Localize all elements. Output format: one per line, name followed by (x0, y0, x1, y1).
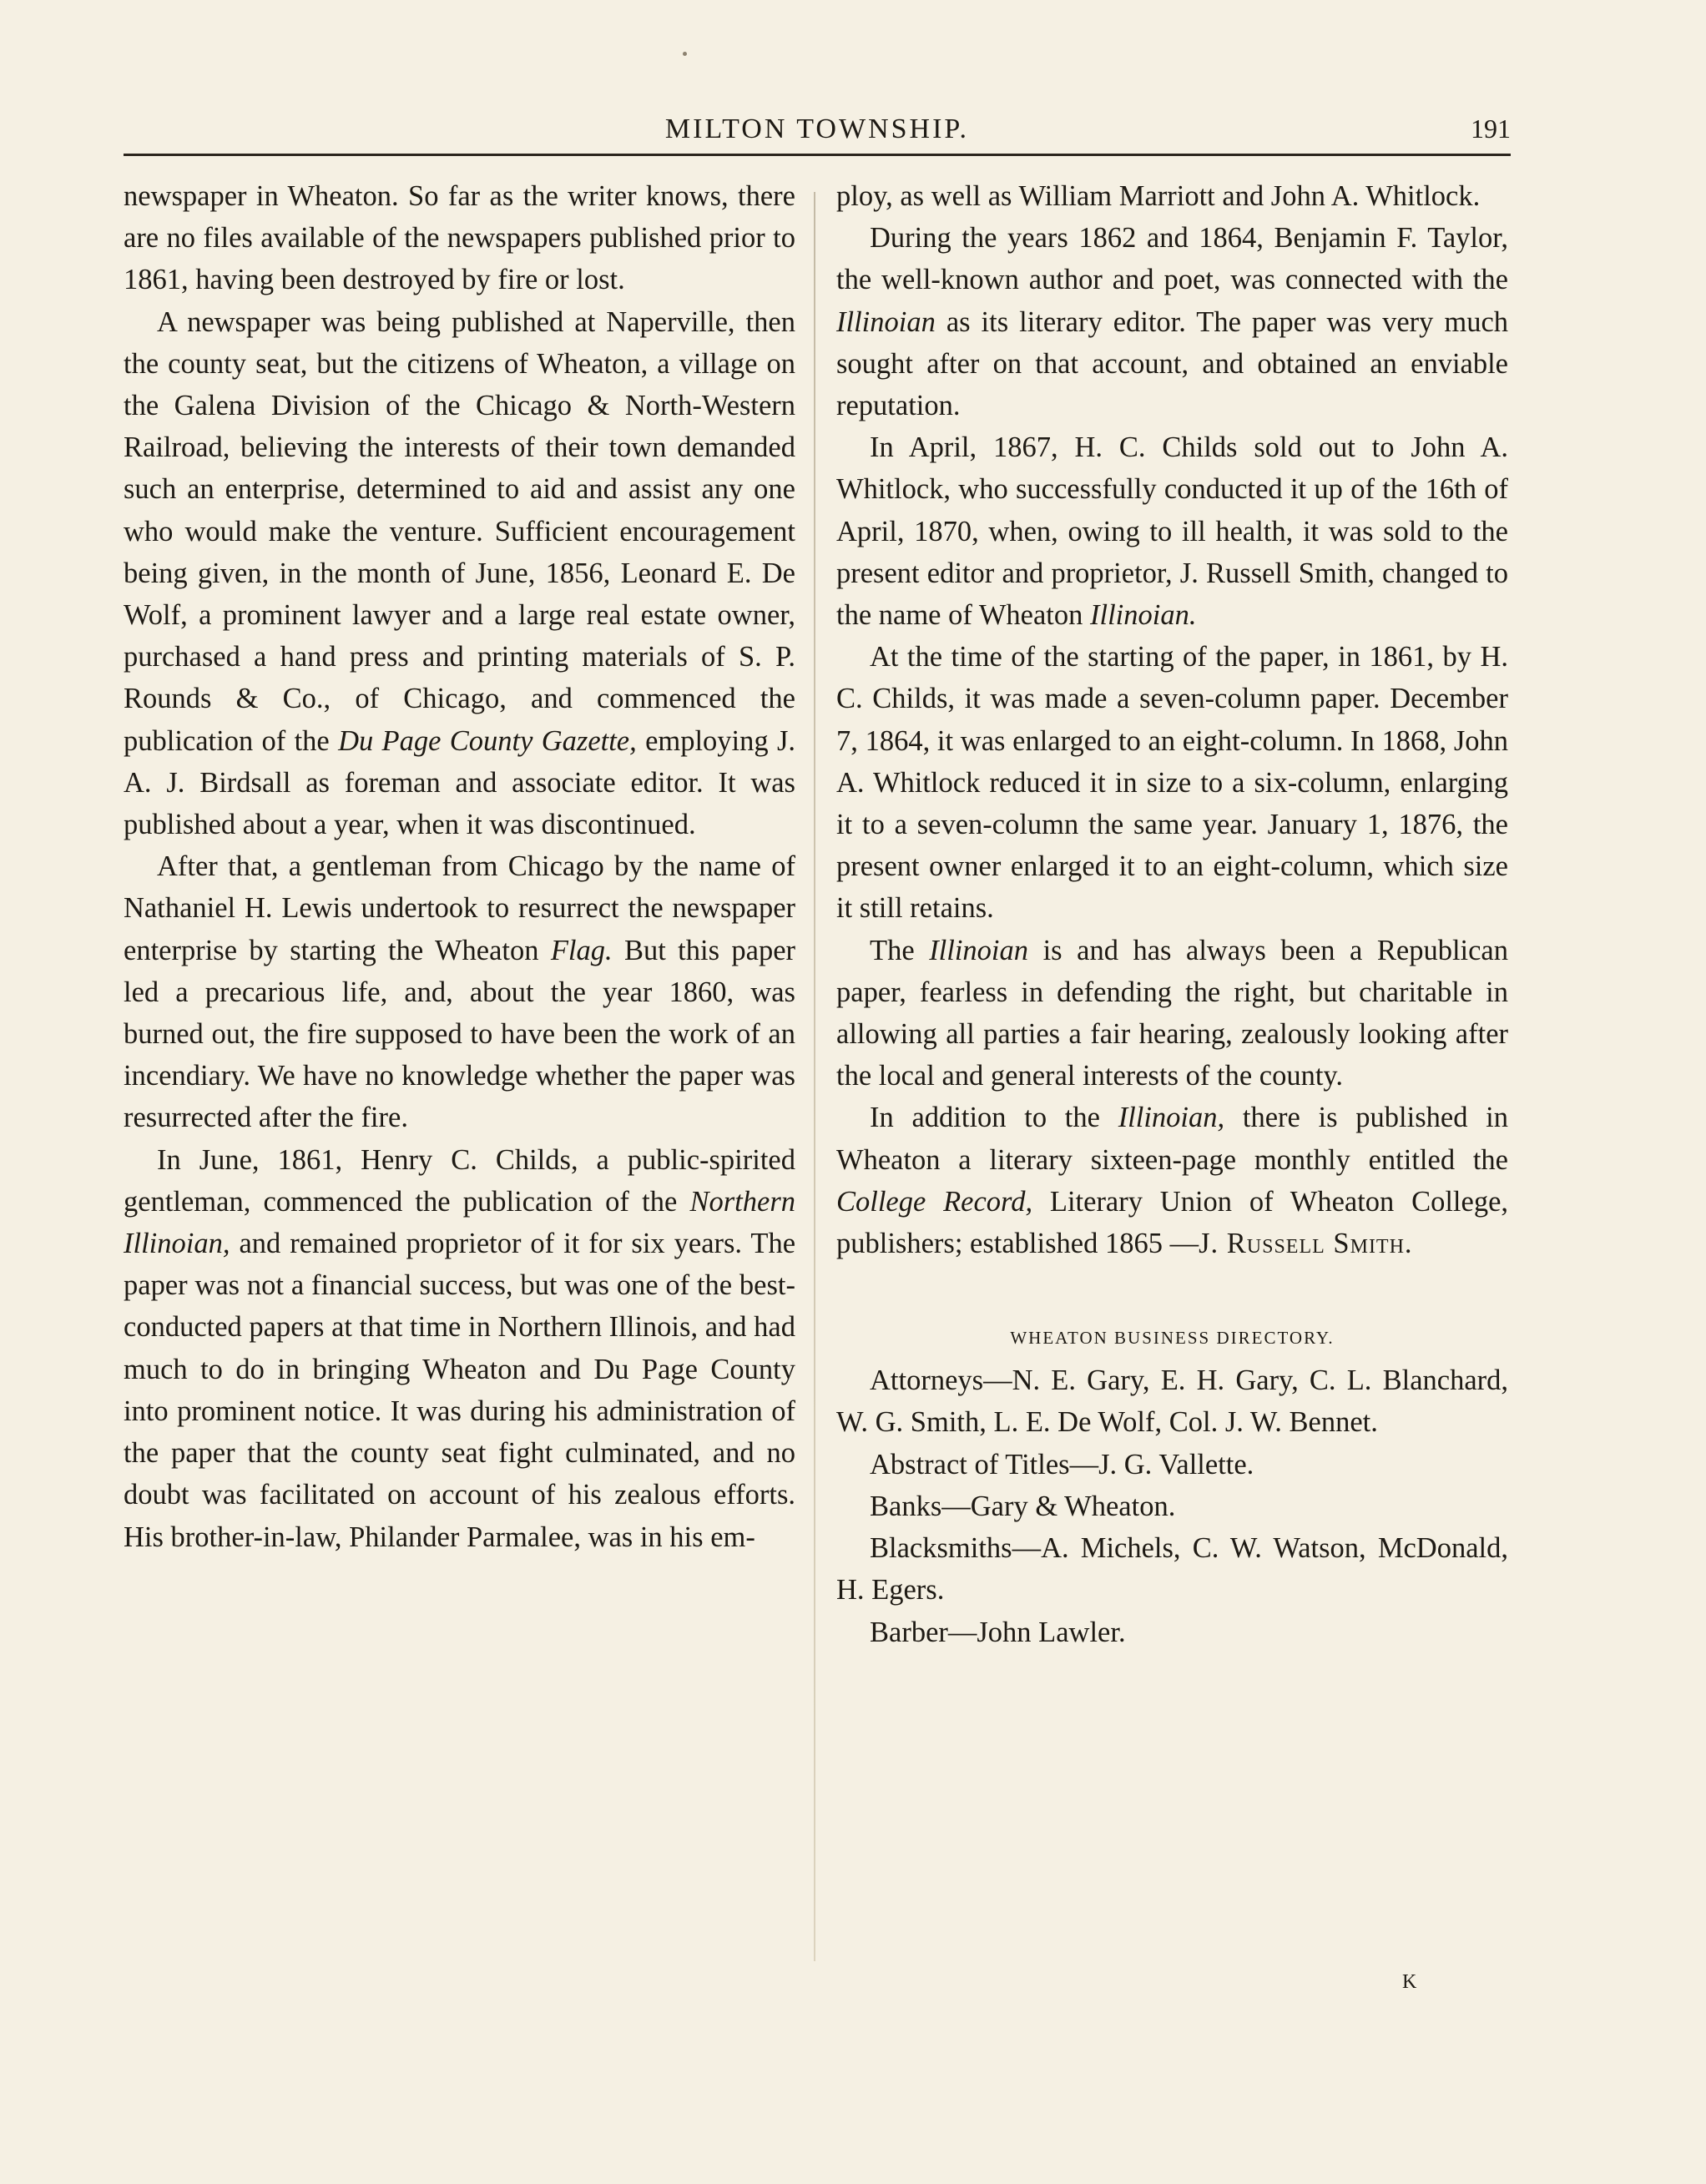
directory-entry: Banks—Gary & Wheaton. (870, 1490, 1176, 1522)
paragraph: After that, a gentleman from Chicago by the name of Nathaniel H. Lewis undertook to resurrect the newspaper enterprise by starting the Wheaton Flag. But this paper led a precarious life, and, about the year 1860, was burned out, the fire supposed to have been the work of an incendiary. We have no knowledge whether the paper was resurrected after the fire. (124, 850, 796, 1134)
italic-title: Illinoian, (1118, 1102, 1225, 1134)
signature-mark: K (1402, 1971, 1417, 1993)
paragraph: The Illinoian is and has always been a Republican paper, fearless in defending the right, but charitable in allowing all parties a fair hearing, zealously looking after the local and general interests of the county. (836, 934, 1508, 1092)
header-rule (124, 154, 1511, 156)
paragraph: ploy, as well as William Marriott and John A. Whitlock. (836, 180, 1481, 212)
paragraph: In April, 1867, H. C. Childs sold out to John A. Whitlock, who successfully conducted it up of the 16th of April, 1870, when, owing to ill health, it was sold to the present editor and proprietor, J. Russell Smith, changed to the name of Wheaton Illinoian. (836, 431, 1508, 632)
italic-title: Illinoian. (1090, 599, 1197, 632)
running-head: MILTON TOWNSHIP. (664, 113, 970, 144)
directory-entry: Attorneys—N. E. Gary, E. H. Gary, C. L. Blanchard, W. G. Smith, L. E. De Wolf, Col. J. W. Bennet. (836, 1364, 1508, 1439)
directory-entry: Blacksmiths—A. Michels, C. W. Watson, McDonald, H. Egers. (836, 1532, 1508, 1606)
ink-speck (683, 52, 687, 56)
author-signature: J. Russell Smith. (1199, 1228, 1413, 1260)
right-column (836, 175, 1508, 1653)
italic-title: College Record, (836, 1185, 1033, 1218)
paragraph: In June, 1861, Henry C. Childs, a public-spirited gentleman, commenced the publication of the Northern Illinoian, and remained proprietor of it for six years. The paper was not a financial success, but was one of the best-conducted papers at that time in Northern Illinois, and had much to do in bringing Wheaton and Du Page County into prominent notice. It was during his administration of the paper that the county seat fight culminated, and no doubt was facilitated on account of his zealous efforts. His brother-in-law, Philander Parmalee, was in his em- (124, 1143, 796, 1553)
paragraph: During the years 1862 and 1864, Benjamin F. Taylor, the well-known author and poet, was connected with the Illinoian as its literary editor. The paper was very much sought after on that account, and obtained an enviable reputation. (836, 222, 1509, 422)
page-header (124, 107, 1511, 150)
italic-title: Du Page County Gazette, (338, 724, 637, 757)
page-number: 191 (1471, 113, 1511, 144)
italic-title: Flag. (550, 934, 613, 966)
paragraph: At the time of the starting of the paper, in 1861, by H. C. Childs, it was made a seven-column paper. December 7, 1864, it was enlarged to an eight-column. In 1868, John A. Whitlock reduced it in size to a six-column, enlarging it to a seven-column the same year. January 1, 1876, the present owner enlarged it to an eight-column, which size it still retains. (836, 641, 1508, 925)
directory-entry: Barber—John Lawler. (870, 1616, 1126, 1648)
italic-title: Illinoian (836, 305, 936, 338)
paragraph: In addition to the Illinoian, there is published in Wheaton a literary sixteen-page monthly entitled the College Record, Literary Union of Wheaton College, publishers; established 1865 —J. Russell Smith. (836, 1102, 1509, 1260)
italic-title: Northern Illinoian, (124, 1185, 796, 1260)
left-column (124, 175, 795, 1558)
paragraph: newspaper in Wheaton. So far as the writer knows, there are no files available of the newspapers published prior to 1861, having been destroyed by fire or lost. (124, 180, 795, 296)
column-divider (814, 192, 815, 1961)
italic-title: Illinoian (929, 934, 1029, 966)
directory-entry: Abstract of Titles—J. G. Vallette. (870, 1448, 1254, 1480)
directory-title: WHEATON BUSINESS DIRECTORY. (1010, 1328, 1335, 1349)
paragraph: A newspaper was being published at Naperville, then the county seat, but the citizens of Wheaton, a village on the Galena Division of the Chicago & North-Western Railroad, believing the interests of their town demanded such an enterprise, determined to aid and assist any one who would make the venture. Sufficient encouragement being given, in the month of June, 1856, Leonard E. De Wolf, a prominent lawyer and a large real estate owner, purchased a hand press and printing materials of S. P. Rounds & Co., of Chicago, and commenced the publication of the Du Page County Gazette, employing J. A. J. Birdsall as foreman and associate editor. It was published about a year, when it was discontinued. (124, 305, 796, 841)
